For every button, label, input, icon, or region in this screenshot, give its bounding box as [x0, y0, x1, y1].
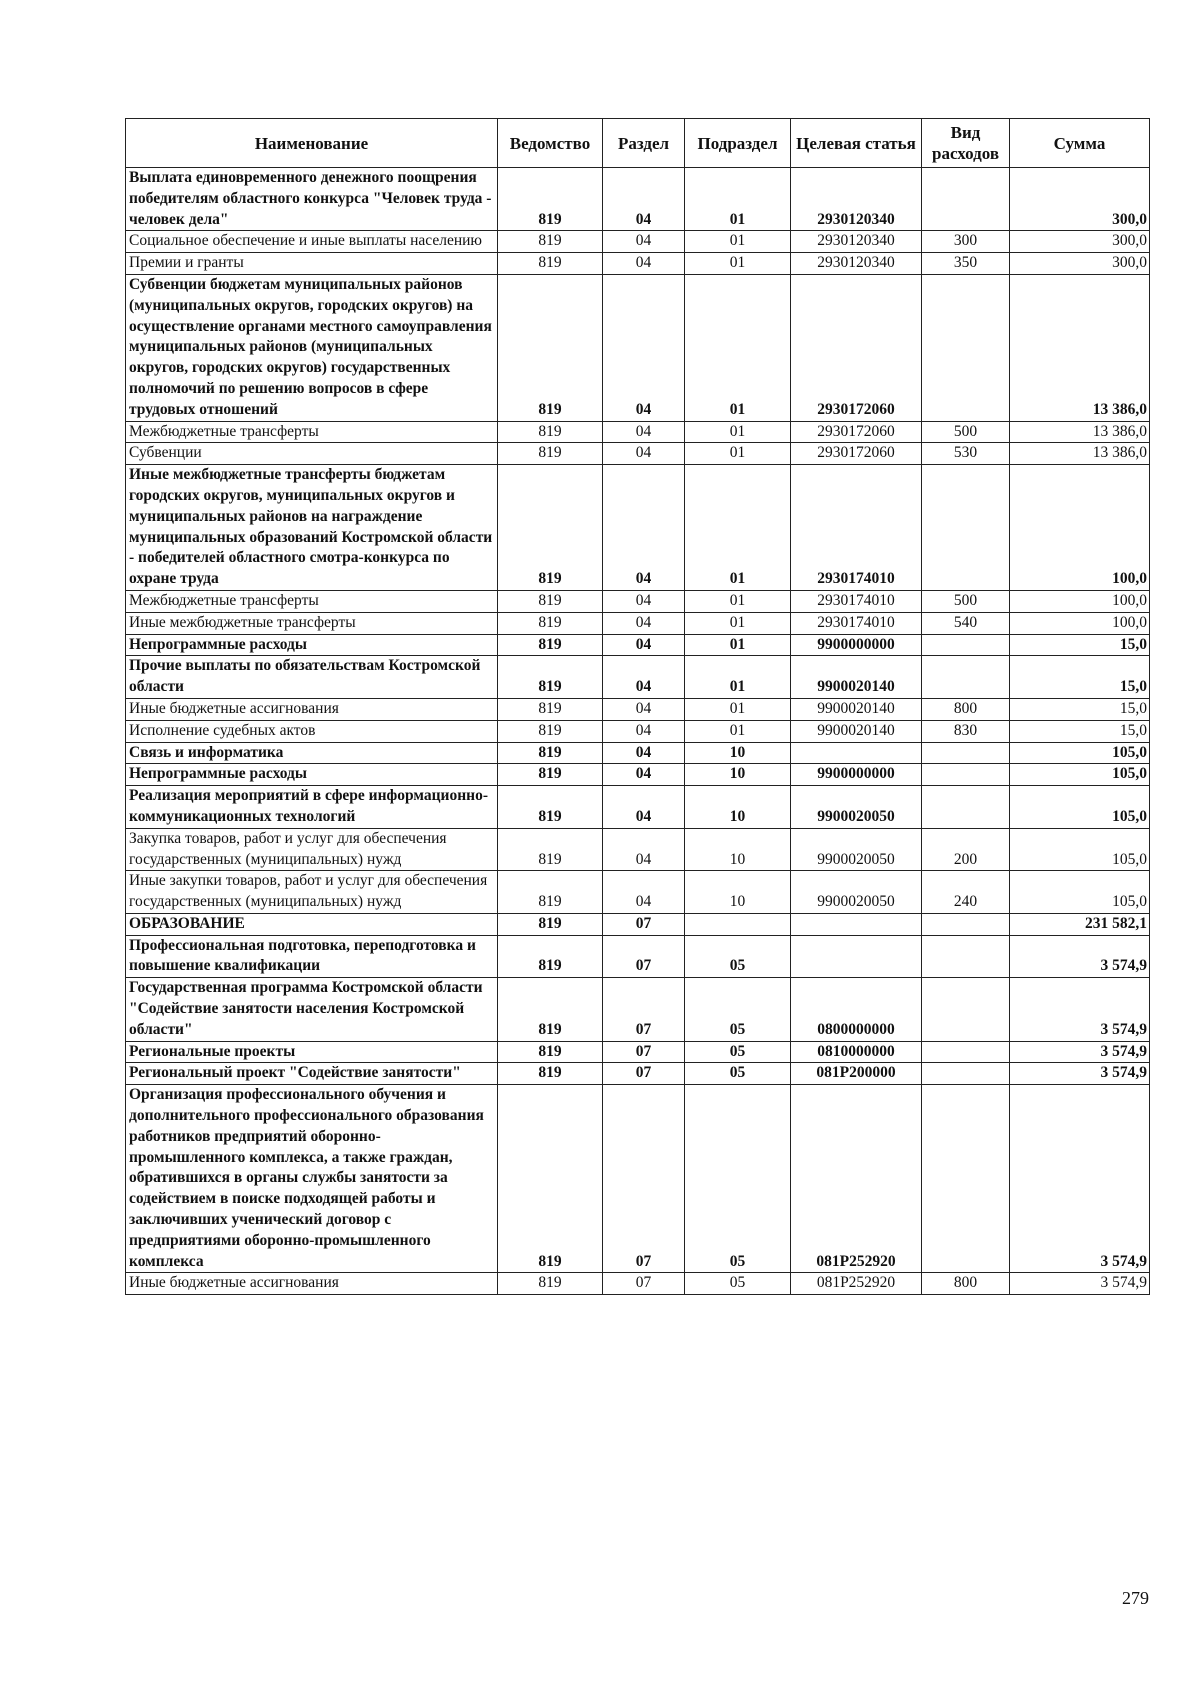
row-department-cell: 819 [498, 253, 603, 275]
row-department-cell: 819 [498, 1085, 603, 1273]
row-target-article-cell: 2930120340 [791, 231, 922, 253]
row-name-cell: Иные межбюджетные трансферты бюджетам городских округов, муниципальных округов и муниципальных районов на награждение муниципальных образований Костромской области - победителей областного смотра-конкурса по охране труда [126, 465, 498, 591]
row-amount-cell: 15,0 [1010, 720, 1150, 742]
row-target-article-cell: 2930174010 [791, 612, 922, 634]
row-amount-cell: 3 574,9 [1010, 1085, 1150, 1273]
header-target-article: Целевая статья [791, 119, 922, 168]
row-amount-cell: 3 574,9 [1010, 935, 1150, 978]
row-subsection-cell: 05 [685, 1063, 791, 1085]
row-department-cell: 819 [498, 1063, 603, 1085]
table-row [126, 168, 1150, 231]
row-amount-cell: 300,0 [1010, 168, 1150, 231]
table-row [126, 764, 1150, 786]
row-subsection-cell: 05 [685, 935, 791, 978]
table-row [126, 443, 1150, 465]
row-name-cell: Профессиональная подготовка, переподготовка и повышение квалификации [126, 935, 498, 978]
row-department-cell: 819 [498, 634, 603, 656]
row-expense-type-cell [922, 1063, 1010, 1085]
row-department-cell: 819 [498, 465, 603, 591]
row-name-cell: Государственная программа Костромской области "Содействие занятости населения Костромской области" [126, 978, 498, 1041]
row-department-cell: 819 [498, 913, 603, 935]
row-section-cell: 04 [603, 828, 685, 871]
row-section-cell: 07 [603, 935, 685, 978]
table-row [126, 1041, 1150, 1063]
row-expense-type-cell: 500 [922, 590, 1010, 612]
table-row [126, 742, 1150, 764]
row-subsection-cell: 10 [685, 871, 791, 914]
row-target-article-cell: 9900020050 [791, 871, 922, 914]
row-department-cell: 819 [498, 590, 603, 612]
row-expense-type-cell [922, 656, 1010, 699]
row-department-cell: 819 [498, 421, 603, 443]
row-section-cell: 07 [603, 1085, 685, 1273]
row-target-article-cell: 2930120340 [791, 253, 922, 275]
row-department-cell: 819 [498, 978, 603, 1041]
row-section-cell: 07 [603, 978, 685, 1041]
row-section-cell: 04 [603, 231, 685, 253]
row-section-cell: 04 [603, 590, 685, 612]
budget-table-sheet [125, 118, 1149, 1295]
header-expense-type: Вид расходов [922, 119, 1010, 168]
row-name-cell: Закупка товаров, работ и услуг для обеспечения государственных (муниципальных) нужд [126, 828, 498, 871]
row-amount-cell: 13 386,0 [1010, 421, 1150, 443]
row-subsection-cell: 10 [685, 828, 791, 871]
row-subsection-cell: 01 [685, 253, 791, 275]
row-target-article-cell: 9900020140 [791, 720, 922, 742]
row-subsection-cell: 10 [685, 742, 791, 764]
row-department-cell: 819 [498, 1041, 603, 1063]
header-section: Раздел [603, 119, 685, 168]
row-target-article-cell [791, 742, 922, 764]
row-department-cell: 819 [498, 274, 603, 421]
row-section-cell: 04 [603, 656, 685, 699]
row-name-cell: Связь и информатика [126, 742, 498, 764]
row-department-cell: 819 [498, 764, 603, 786]
header-subsection: Подраздел [685, 119, 791, 168]
row-department-cell: 819 [498, 443, 603, 465]
row-expense-type-cell: 830 [922, 720, 1010, 742]
row-subsection-cell: 01 [685, 274, 791, 421]
table-row [126, 1085, 1150, 1273]
row-department-cell: 819 [498, 786, 603, 829]
row-expense-type-cell [922, 764, 1010, 786]
row-department-cell: 819 [498, 871, 603, 914]
row-department-cell: 819 [498, 231, 603, 253]
row-expense-type-cell [922, 978, 1010, 1041]
row-target-article-cell: 2930120340 [791, 168, 922, 231]
header-name: Наименование [126, 119, 498, 168]
row-expense-type-cell: 350 [922, 253, 1010, 275]
row-name-cell: Субвенции бюджетам муниципальных районов (муниципальных округов, городских округов) на осуществление органами местного самоуправления муниципальных районов (муниципальных округов, городских округов) государственных полномочий по решению вопросов в сфере трудовых отношений [126, 274, 498, 421]
row-target-article-cell: 9900020140 [791, 698, 922, 720]
table-row [126, 786, 1150, 829]
row-expense-type-cell [922, 465, 1010, 591]
row-section-cell: 04 [603, 764, 685, 786]
row-section-cell: 04 [603, 465, 685, 591]
row-name-cell: Исполнение судебных актов [126, 720, 498, 742]
row-subsection-cell: 10 [685, 764, 791, 786]
row-section-cell: 07 [603, 913, 685, 935]
row-subsection-cell: 01 [685, 720, 791, 742]
row-name-cell: Субвенции [126, 443, 498, 465]
row-name-cell: Реализация мероприятий в сфере информационно-коммуникационных технологий [126, 786, 498, 829]
table-row [126, 978, 1150, 1041]
row-subsection-cell: 10 [685, 786, 791, 829]
row-name-cell: Организация профессионального обучения и дополнительного профессионального образования работников предприятий оборонно-промышленного комплекса, а также граждан, обратившихся в органы службы занятости за содействием в поиске подходящей работы и заключивших ученический договор с предприятиями оборонно-промышленного комплекса [126, 1085, 498, 1273]
row-expense-type-cell [922, 168, 1010, 231]
row-subsection-cell: 01 [685, 421, 791, 443]
row-section-cell: 07 [603, 1063, 685, 1085]
row-name-cell: Прочие выплаты по обязательствам Костромской области [126, 656, 498, 699]
row-expense-type-cell: 300 [922, 231, 1010, 253]
row-expense-type-cell: 800 [922, 1273, 1010, 1295]
table-header-row [126, 119, 1150, 168]
row-name-cell: Социальное обеспечение и иные выплаты населению [126, 231, 498, 253]
row-target-article-cell: 0810000000 [791, 1041, 922, 1063]
page-number: 279 [1122, 1588, 1149, 1608]
table-row [126, 590, 1150, 612]
table-row [126, 656, 1150, 699]
table-row [126, 231, 1150, 253]
row-name-cell: Иные бюджетные ассигнования [126, 1273, 498, 1295]
row-expense-type-cell: 500 [922, 421, 1010, 443]
row-department-cell: 819 [498, 1273, 603, 1295]
table-row [126, 253, 1150, 275]
table-row [126, 1273, 1150, 1295]
row-expense-type-cell: 240 [922, 871, 1010, 914]
row-section-cell: 07 [603, 1041, 685, 1063]
table-row [126, 421, 1150, 443]
row-target-article-cell: 2930174010 [791, 590, 922, 612]
row-amount-cell: 100,0 [1010, 465, 1150, 591]
row-target-article-cell: 9900000000 [791, 764, 922, 786]
row-amount-cell: 100,0 [1010, 612, 1150, 634]
table-row [126, 1063, 1150, 1085]
row-target-article-cell: 9900020050 [791, 786, 922, 829]
row-subsection-cell: 05 [685, 1085, 791, 1273]
row-department-cell: 819 [498, 656, 603, 699]
row-name-cell: Непрограммные расходы [126, 764, 498, 786]
row-department-cell: 819 [498, 828, 603, 871]
row-amount-cell: 300,0 [1010, 253, 1150, 275]
row-expense-type-cell [922, 786, 1010, 829]
row-name-cell: Межбюджетные трансферты [126, 590, 498, 612]
row-subsection-cell: 05 [685, 1041, 791, 1063]
row-target-article-cell: 081P252920 [791, 1273, 922, 1295]
table-row [126, 698, 1150, 720]
row-section-cell: 07 [603, 1273, 685, 1295]
row-expense-type-cell [922, 742, 1010, 764]
row-amount-cell: 3 574,9 [1010, 1041, 1150, 1063]
row-name-cell: Межбюджетные трансферты [126, 421, 498, 443]
row-subsection-cell: 01 [685, 465, 791, 591]
table-row [126, 828, 1150, 871]
row-target-article-cell: 2930174010 [791, 465, 922, 591]
row-subsection-cell: 01 [685, 231, 791, 253]
row-section-cell: 04 [603, 786, 685, 829]
row-target-article-cell: 081P252920 [791, 1085, 922, 1273]
row-department-cell: 819 [498, 935, 603, 978]
row-name-cell: Иные закупки товаров, работ и услуг для обеспечения государственных (муниципальных) нужд [126, 871, 498, 914]
row-name-cell: Иные межбюджетные трансферты [126, 612, 498, 634]
row-expense-type-cell [922, 935, 1010, 978]
row-name-cell: Непрограммные расходы [126, 634, 498, 656]
row-amount-cell: 105,0 [1010, 828, 1150, 871]
row-subsection-cell [685, 913, 791, 935]
row-amount-cell: 13 386,0 [1010, 443, 1150, 465]
row-amount-cell: 15,0 [1010, 634, 1150, 656]
row-section-cell: 04 [603, 612, 685, 634]
row-expense-type-cell: 800 [922, 698, 1010, 720]
budget-table [125, 118, 1150, 1295]
row-expense-type-cell: 530 [922, 443, 1010, 465]
row-section-cell: 04 [603, 742, 685, 764]
row-subsection-cell: 01 [685, 590, 791, 612]
header-department: Ведомство [498, 119, 603, 168]
row-expense-type-cell [922, 913, 1010, 935]
row-section-cell: 04 [603, 443, 685, 465]
row-target-article-cell [791, 913, 922, 935]
row-section-cell: 04 [603, 634, 685, 656]
row-amount-cell: 13 386,0 [1010, 274, 1150, 421]
row-name-cell: Региональный проект "Содействие занятости" [126, 1063, 498, 1085]
table-row [126, 720, 1150, 742]
row-department-cell: 819 [498, 698, 603, 720]
row-target-article-cell: 081P200000 [791, 1063, 922, 1085]
row-subsection-cell: 01 [685, 698, 791, 720]
row-department-cell: 819 [498, 742, 603, 764]
row-expense-type-cell [922, 1085, 1010, 1273]
row-target-article-cell: 0800000000 [791, 978, 922, 1041]
row-section-cell: 04 [603, 274, 685, 421]
row-expense-type-cell [922, 274, 1010, 421]
row-section-cell: 04 [603, 253, 685, 275]
table-row [126, 612, 1150, 634]
row-expense-type-cell: 200 [922, 828, 1010, 871]
header-amount: Сумма [1010, 119, 1150, 168]
row-amount-cell: 300,0 [1010, 231, 1150, 253]
row-subsection-cell: 01 [685, 612, 791, 634]
row-expense-type-cell: 540 [922, 612, 1010, 634]
row-target-article-cell: 2930172060 [791, 443, 922, 465]
row-subsection-cell: 01 [685, 168, 791, 231]
row-target-article-cell [791, 935, 922, 978]
table-row [126, 935, 1150, 978]
row-name-cell: Выплата единовременного денежного поощрения победителям областного конкурса "Человек труда - человек дела" [126, 168, 498, 231]
row-target-article-cell: 9900000000 [791, 634, 922, 656]
row-name-cell: Региональные проекты [126, 1041, 498, 1063]
table-row [126, 871, 1150, 914]
row-amount-cell: 3 574,9 [1010, 978, 1150, 1041]
row-amount-cell: 231 582,1 [1010, 913, 1150, 935]
row-amount-cell: 15,0 [1010, 698, 1150, 720]
row-expense-type-cell [922, 634, 1010, 656]
row-section-cell: 04 [603, 421, 685, 443]
table-row [126, 274, 1150, 421]
table-body [126, 168, 1150, 1295]
row-amount-cell: 105,0 [1010, 786, 1150, 829]
row-amount-cell: 3 574,9 [1010, 1273, 1150, 1295]
row-name-cell: Премии и гранты [126, 253, 498, 275]
row-subsection-cell: 01 [685, 443, 791, 465]
row-section-cell: 04 [603, 871, 685, 914]
row-department-cell: 819 [498, 168, 603, 231]
row-amount-cell: 105,0 [1010, 742, 1150, 764]
row-section-cell: 04 [603, 698, 685, 720]
row-target-article-cell: 2930172060 [791, 274, 922, 421]
row-department-cell: 819 [498, 612, 603, 634]
row-amount-cell: 15,0 [1010, 656, 1150, 699]
row-section-cell: 04 [603, 720, 685, 742]
table-row [126, 634, 1150, 656]
row-target-article-cell: 9900020050 [791, 828, 922, 871]
row-subsection-cell: 01 [685, 656, 791, 699]
row-amount-cell: 100,0 [1010, 590, 1150, 612]
table-row [126, 465, 1150, 591]
table-row [126, 913, 1150, 935]
row-name-cell: ОБРАЗОВАНИЕ [126, 913, 498, 935]
row-amount-cell: 105,0 [1010, 871, 1150, 914]
row-department-cell: 819 [498, 720, 603, 742]
row-amount-cell: 105,0 [1010, 764, 1150, 786]
row-subsection-cell: 05 [685, 1273, 791, 1295]
row-subsection-cell: 01 [685, 634, 791, 656]
row-amount-cell: 3 574,9 [1010, 1063, 1150, 1085]
row-target-article-cell: 2930172060 [791, 421, 922, 443]
row-subsection-cell: 05 [685, 978, 791, 1041]
row-target-article-cell: 9900020140 [791, 656, 922, 699]
row-expense-type-cell [922, 1041, 1010, 1063]
row-name-cell: Иные бюджетные ассигнования [126, 698, 498, 720]
row-section-cell: 04 [603, 168, 685, 231]
